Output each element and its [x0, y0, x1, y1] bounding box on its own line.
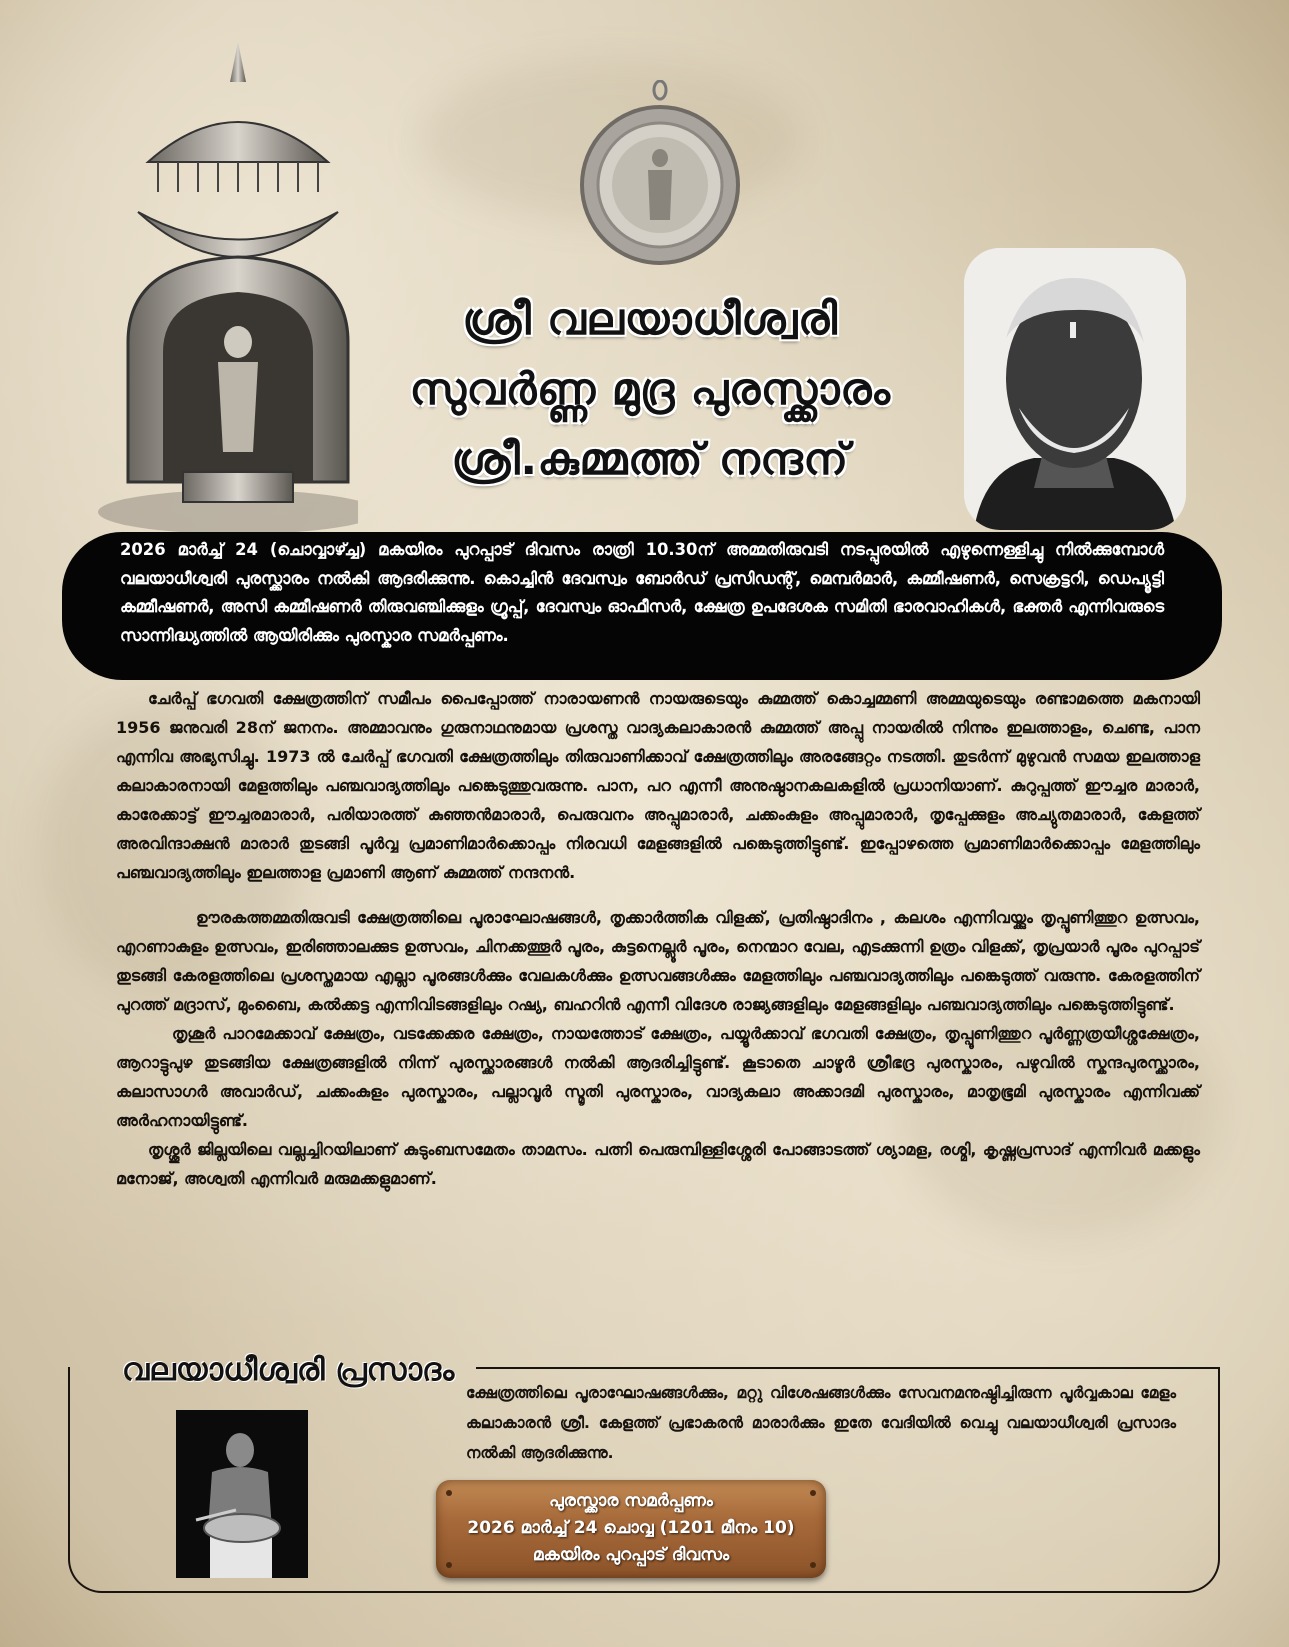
prasadam-title: വലയാധീശ്വരി പ്രസാദം	[122, 1352, 455, 1388]
plaque-nail	[446, 1562, 452, 1568]
deity-idol-image	[88, 42, 358, 532]
plaque-line-3: മകയിരം പുറപ്പാട് ദിവസം	[532, 1545, 730, 1565]
frame-divider	[476, 1367, 1220, 1369]
announcement-text: 2026 മാർച്ച് 24 (ചൊവ്വാഴ്ച്ച) മകയിരം പുറപ്പാട് ദിവസം രാത്രി 10.30ന് അമ്മതിരുവടി നടപ്പുരയിൽ എഴുന്നെള്ളിച്ചു നിൽക്കുമ്പോൾ വലയാധീശ്വരി പുരസ്ക്കാരം നൽകി ആദരിക്കുന്നു. കൊച്ചിൻ ദേവസ്വം ബോർഡ് പ്രസിഡന്റ്, മെമ്പർമാർ, കമ്മീഷണർ, സെക്രട്ടറി, ഡെപ്യൂട്ടി കമ്മീഷണർ, അസി കമ്മീഷണർ തിരുവഞ്ചിക്കുളം ഗ്രൂപ്പ്, ദേവസ്വം ഓഫീസർ, ക്ഷേത്ര ഉപദേശക സമിതി ഭാരവാഹികൾ, ഭക്തർ എന്നിവരുടെ സാന്നിദ്ധ്യത്തിൽ ആയിരിക്കും പുരസ്കാര സമർപ്പണം.	[120, 540, 1164, 645]
biography-paragraph: ഊരകത്തമ്മതിരുവടി ക്ഷേത്രത്തിലെ പൂരാഘോഷങ്ങൾ, തൃക്കാർത്തിക വിളക്ക്, പ്രതിഷ്ഠാദിനം , കലശം എന്നിവയ്ക്കും തൃപ്പൂണിത്തുറ ഉത്സവം, എറണാകുളം ഉത്സവം, ഇരിഞ്ഞാലക്കുട ഉത്സവം, ചിനക്കത്തൂർ പൂരം, കുട്ടനെല്ലൂർ പൂരം, നെന്മാറ വേല, എടക്കുന്നി ഉത്രം വിളക്ക്, തൃപ്രയാർ പൂരം പുറപ്പാട് തുടങ്ങി കേരളത്തിലെ പ്രശസ്തമായ എല്ലാ പൂരങ്ങൾക്കും വേലകൾക്കും ഉത്സവങ്ങൾക്കും മേളത്തിലും പഞ്ചവാദ്യത്തിലും പങ്കെടുത്ത് വരുന്നു. കേരളത്തിന് പുറത്ത് മദ്രാസ്, മുംബൈ, കൽക്കട്ട എന്നിവിടങ്ങളിലും റഷ്യ, ബഹറിൻ എന്നീ വിദേശ രാജ്യങ്ങളിലും മേളങ്ങളിലും പഞ്ചവാദ്യത്തിലും പങ്കെടുത്തിട്ടുണ്ട്.	[116, 908, 1200, 1014]
title-line-2: സുവർണ്ണ മുദ്ര പുരസ്ക്കാരം	[409, 364, 891, 415]
awardee-portrait	[964, 248, 1186, 530]
plaque-nail	[446, 1490, 452, 1496]
title-line-1: ശ്രീ വലയാധീശ്വരി	[462, 294, 838, 345]
biography-paragraph: തൃശ്ശൂർ ജില്ലയിലെ വല്ലച്ചിറയിലാണ് കുടുംബസമേതം താമസം. പത്നി പെരുമ്പിള്ളിശ്ശേരി പോങ്ങാടത്ത് ശ്യാമള, രശ്മി, കൃഷ്ണപ്രസാദ് എന്നിവർ മക്കളും മനോജ്, അശ്വതി എന്നിവർ മരുമക്കളുമാണ്.	[116, 1140, 1200, 1188]
dedication-plaque	[436, 1480, 826, 1578]
plaque-line-2: 2026 മാർച്ച് 24 ചൊവ്വ (1201 മീനം 10)	[467, 1518, 795, 1538]
announcement-banner	[62, 532, 1222, 680]
plaque-nail	[810, 1562, 816, 1568]
plaque-line-1: പുരസ്ക്കാര സമർപ്പണം	[549, 1491, 713, 1511]
award-title	[330, 285, 970, 495]
biography-paragraph: തൃശൂർ പാറമേക്കാവ് ക്ഷേത്രം, വടക്കേക്കര ക്ഷേത്രം, നായത്തോട് ക്ഷേത്രം, പയ്യൂർക്കാവ് ഭഗവതി ക്ഷേത്രം, തൃപ്പൂണിത്തുറ പൂർണ്ണത്രയീശ്ശക്ഷേത്രം, ആറാട്ടുപുഴ തുടങ്ങിയ ക്ഷേത്രങ്ങളിൽ നിന്ന് പുരസ്ക്കാരങ്ങൾ നൽകി ആദരിച്ചിട്ടുണ്ട്. കൂടാതെ ചാഴൂർ ശ്രീഭദ്ര പുരസ്കാരം, പഴുവിൽ സ്കന്ദപുരസ്ക്കാരം, കലാസാഗർ അവാർഡ്, ചക്കംകുളം പുരസ്കാരം, പല്ലാവൂർ സ്മൃതി പുരസ്കാരം, വാദ്യകലാ അക്കാദമി പുരസ്കാരം, മാതൃഭൂമി പുരസ്കാരം എന്നിവക്ക് അർഹനായിട്ടുണ്ട്.	[116, 1024, 1200, 1130]
gold-medal-image	[580, 80, 740, 270]
prasadam-text: ക്ഷേത്രത്തിലെ പൂരാഘോഷങ്ങൾക്കും, മറ്റു വിശേഷങ്ങൾക്കും സേവനമനുഷ്ഠിച്ചിരുന്ന പൂർവ്വകാല മേളം കലാകാരൻ ശ്രീ. കേളത്ത് പ്രഭാകരൻ മാരാർക്കും ഇതേ വേദിയിൽ വെച്ചു വലയാധീശ്വരി പ്രസാദം നൽകി ആദരിക്കുന്നു.	[466, 1384, 1176, 1462]
biography-paragraph: ചേർപ്പ് ഭഗവതി ക്ഷേത്രത്തിന് സമീപം പൈപ്പോത്ത് നാരായണൻ നായരുടെയും കുമ്മത്ത് കൊച്ചമ്മണി അമ്മയുടെയും രണ്ടാമത്തെ മകനായി 1956 ജനുവരി 28ന് ജനനം. അമ്മാവനും ഗുരുനാഥനുമായ പ്രശസ്ത വാദ്യകലാകാരൻ കുമ്മത്ത് അപ്പു നായരിൽ നിന്നും ഇലത്താളം, ചെണ്ട, പാന എന്നിവ അഭ്യസിച്ചു. 1973 ൽ ചേർപ്പ് ഭഗവതി ക്ഷേത്രത്തിലും തിരുവാണിക്കാവ് ക്ഷേത്രത്തിലും അരങ്ങേറ്റം നടത്തി. തുടർന്ന് മുഴുവൻ സമയ ഇലത്താള കലാകാരനായി മേളത്തിലും പഞ്ചവാദ്യത്തിലും പങ്കെടുത്തുവരുന്നു. പാന, പറ എന്നീ അനുഷ്ഠാനകലകളിൽ പ്രധാനിയാണ്. കുറുപ്പത്ത് ഈച്ചര മാരാർ, കാരേക്കാട്ട് ഈച്ചരമാരാർ, പരിയാരത്ത് കുഞ്ഞൻമാരാർ, പെരുവനം അപ്പുമാരാർ, ചക്കംകുളം അപ്പുമാരാർ, തൃപ്പേക്കുളം അച്യുതമാരാർ, കേളത്ത് അരവിന്ദാക്ഷൻ മാരാർ തുടങ്ങി പൂർവ്വ പ്രമാണിമാർക്കൊപ്പം നിരവധി മേളങ്ങളിൽ പങ്കെടുത്തിട്ടുണ്ട്. ഇപ്പോഴത്തെ പ്രമാണിമാർക്കൊപ്പം മേളത്തിലും പഞ്ചവാദ്യത്തിലും ഇലത്താള പ്രമാണി ആണ് കുമ്മത്ത് നന്ദനൻ.	[116, 689, 1200, 882]
biography	[116, 684, 1200, 1193]
title-line-3: ശ്രീ.കുമ്മത്ത് നന്ദന്	[451, 434, 849, 485]
plaque-nail	[810, 1490, 816, 1496]
prabhakaran-marar-photo	[176, 1410, 308, 1578]
